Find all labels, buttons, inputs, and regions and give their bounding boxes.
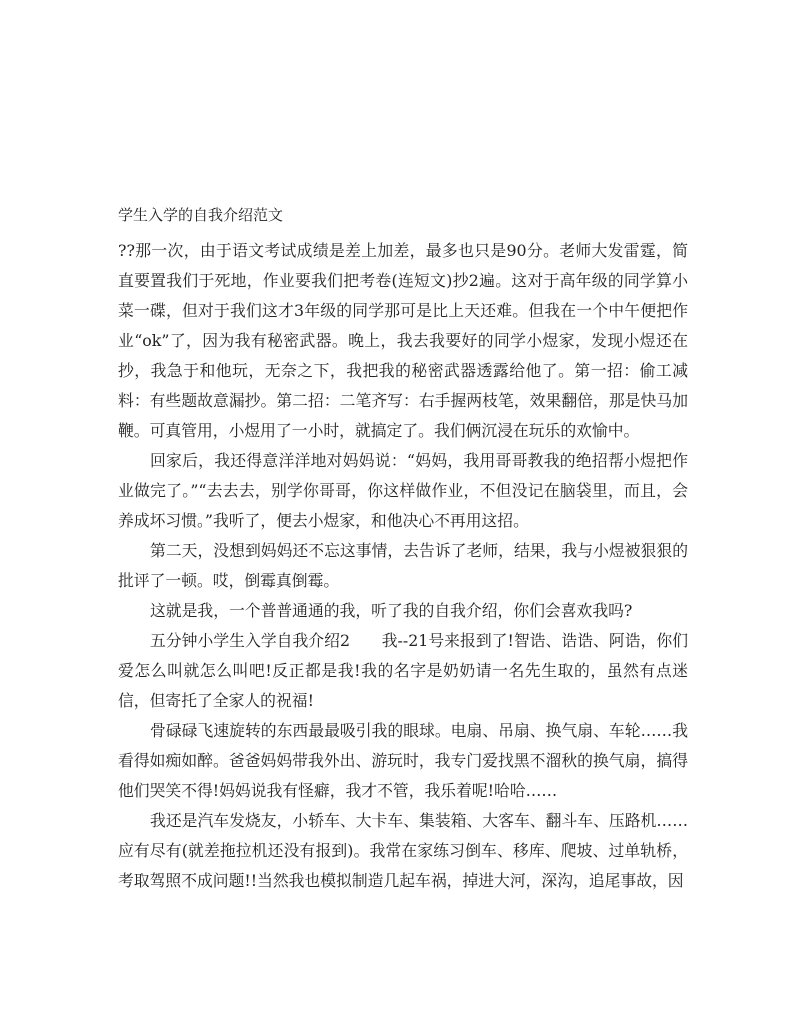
- paragraph: ??那一次，由于语文考试成绩是差上加差，最多也只是90分。老师大发雷霆，简直要置我们于死地，作业要我们把考卷(连短文)抄2遍。这对于高年级的同学算小菜一碟，但对于我们这才3年级的同学那可是比上天还难。但我在一个中午便把作业“ok”了，因为我有秘密武器。晚上，我去我要好的同学小煜家，发现小煜还在抄，我急于和他玩，无奈之下，我把我的秘密武器透露给他了。第一招：偷工减料：有些题故意漏抄。第二招：二笔齐写：右手握两枝笔，效果翻倍，那是快马加鞭。可真管用，小煜用了一小时，就搞定了。我们俩沉浸在玩乐的欢愉中。: [118, 241, 688, 440]
- document-body: [118, 236, 688, 896]
- paragraph: 第二天，没想到妈妈还不忘这事情，去告诉了老师，结果，我与小煜被狠狠的批评了一顿。哎，倒霉真倒霉。: [118, 541, 688, 590]
- paragraph: 回家后，我还得意洋洋地对妈妈说：“妈妈，我用哥哥教我的绝招帮小煜把作业做完了。”“去去去，别学你哥哥，你这样做作业，不但没记在脑袋里，而且，会养成坏习惯。”我听了，便去小煜家，和他决心不再用这招。: [118, 451, 688, 530]
- document-title: 学生入学的自我介绍范文: [118, 206, 284, 224]
- paragraph: 五分钟小学生入学自我介绍2 我--21号来报到了!智诰、诰诰、阿诰，你们爱怎么叫就怎么叫吧!反正都是我!我的名字是奶奶请一名先生取的，虽然有点迷信，但寄托了全家人的祝福!: [118, 631, 688, 710]
- paragraph: 我还是汽车发烧友，小轿车、大卡车、集装箱、大客车、翻斗车、压路机……应有尽有(就差拖拉机还没有报到)。我常在家练习倒车、移库、爬坡、过单轨桥，考取驾照不成问题!!当然我也模拟制造几起车祸，掉进大河，深沟，追尾事故，因: [118, 811, 688, 890]
- paragraph: 这就是我，一个普普通通的我，听了我的自我介绍，你们会喜欢我吗?: [150, 601, 633, 620]
- paragraph: 骨碌碌飞速旋转的东西最最吸引我的眼球。电扇、吊扇、换气扇、车轮……我看得如痴如醉。爸爸妈妈带我外出、游玩时，我专门爱找黑不溜秋的换气扇，搞得他们哭笑不得!妈妈说我有怪癖，我才不管，我乐着呢!哈哈……: [118, 721, 688, 800]
